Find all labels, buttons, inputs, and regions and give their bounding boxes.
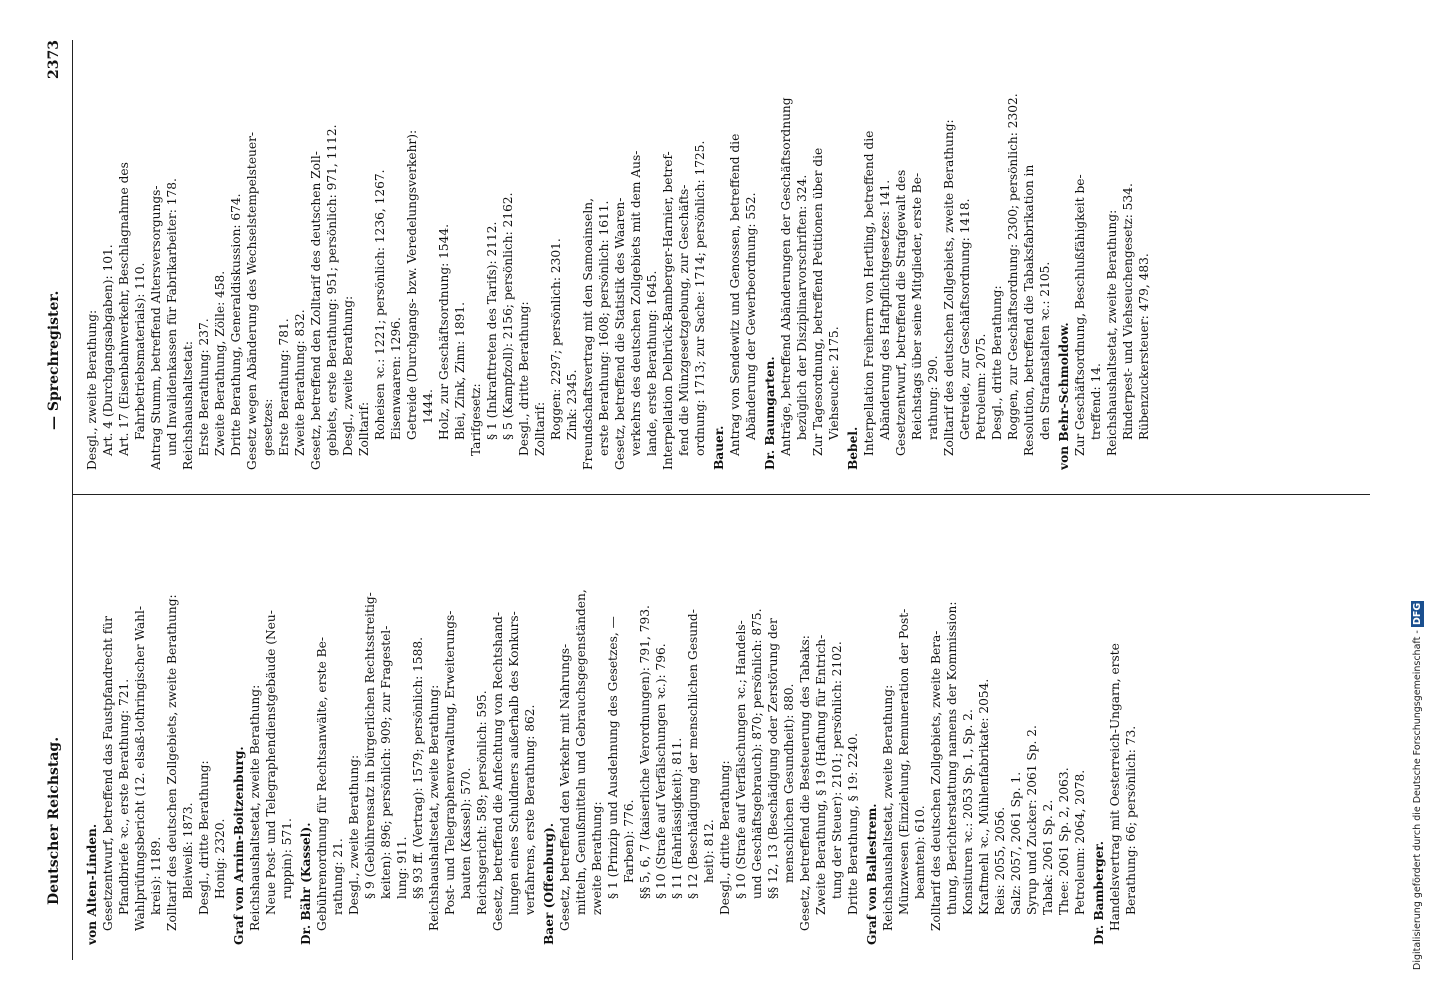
entry-line: Neue Post- und Telegraphendienstgebäude (Neu- (264, 610, 278, 915)
entry-line: Getreide, zur Geschäftsordnung: 1418. (958, 198, 972, 440)
entry-line: kreis): 1189. (149, 836, 163, 915)
entry-line: Desgl., dritte Berathung: (718, 760, 732, 915)
entry-line: Tarifgesetz: (469, 383, 483, 456)
index-entry (231, 505, 295, 945)
entry-line: lung: 911. (395, 836, 409, 899)
entry-line: Dritte Berathung, § 19: 2240. (846, 733, 860, 915)
entry-line: verkehrs des deutschen Zollgebiets mit dem Aus- (629, 150, 643, 456)
entry-line: Gesetz wegen Abänderung des Wechselstempelsteuer- (245, 131, 259, 470)
speaker-name: Dr. Bamberger. (1092, 841, 1106, 945)
entry-line: Honig: 2320. (213, 818, 227, 899)
entry-line: Reichshaushaltsetat, zweite Berathung: (427, 684, 441, 931)
index-entry (84, 505, 228, 945)
page-number: 2373 (46, 40, 62, 79)
entry-line: Reis: 2055, 2056. (993, 806, 1007, 915)
entry-line: Antrag von Sendewitz und Genossen, betreffend die (728, 133, 742, 456)
speaker-name: Graf von Arnim-Boitzenburg. (232, 746, 246, 945)
entry-line: Gesetzentwurf, betreffend die Strafgewalt des (894, 169, 908, 456)
entry-line: Zolltarif des deutschen Zollgebiets, zweite Bera- (929, 630, 943, 931)
entry-line: Antrag Stumm, betreffend Altersversorgungs- (149, 185, 163, 470)
entry-line: Reichshaushaltsetat: (181, 341, 195, 470)
entry-line: tung der Steuer): 2101; persönlich: 2102. (830, 641, 844, 899)
dfg-logo: DFG (1412, 603, 1423, 626)
entry-line: verfahrens, erste Berathung: 862. (523, 704, 537, 915)
entry-line: Getreide (Durchgangs- bzw. Veredelungsverkehr): (405, 129, 419, 440)
entry-line: Bleiweiß: 1873. (181, 802, 195, 899)
entry-line: Desgl., zweite Berathung: (347, 754, 361, 915)
entry-line: Konsituren ꝛc.: 2053 Sp. 1, Sp. 2. (961, 709, 975, 915)
entry-line: gesetzes: (261, 398, 275, 456)
entry-line: Desgl., dritte Berathung: (517, 301, 531, 456)
entry-line: Zur Geschäftsordnung, Beschlußfähigkeit be- (1073, 174, 1087, 456)
entry-line: § 11 (Fahrlässigkeit): 811. (670, 737, 684, 899)
entry-line: Zweite Berathung, Zölle: 458. (213, 270, 227, 456)
index-entry (298, 505, 538, 945)
entry-line: Fahrbetriebsmaterials): 110. (133, 262, 147, 440)
entry-line: bezüglich der Disziplinarvorschriften: 324. (795, 174, 809, 440)
entry-line: Gesetz, betreffend den Verkehr mit Nahrungs- (558, 643, 572, 931)
entry-line: Art. 17 (Eisenbahnverkehr, Beschlagnahme des (117, 162, 131, 456)
index-entry (84, 30, 708, 470)
entry-line: erste Berathung: 1608; persönlich: 1611. (597, 200, 611, 456)
entry-line: Resolution, betreffend die Tabaksfabrikation in (1022, 164, 1036, 456)
speaker-name: von Alten-Linden. (85, 823, 99, 945)
entry-line: Anträge, betreffend Abänderungen der Geschäftsordnung (779, 97, 793, 456)
entry-line: fend die Münzgesetzgebung, zur Geschäfts- (677, 184, 691, 456)
header-subtitle: — Sprechregister. (46, 290, 62, 430)
entry-line: § 5 (Kampfzoll): 2156; persönlich: 2162. (501, 192, 515, 440)
entry-line: bauten (Kassel): 570. (459, 767, 473, 899)
page-header (46, 40, 70, 960)
entry-line: Zweite Berathung, § 19 (Haftung für Entrich- (814, 634, 828, 915)
entry-line: Desgl., zweite Berathung: (85, 309, 99, 470)
entry-line: Desgl., dritte Berathung: (197, 760, 211, 915)
entry-line: lande, erste Berathung: 1645. (645, 270, 659, 456)
entry-line: § 12 (Beschädigung der menschlichen Gesund- (686, 609, 700, 899)
entry-line: ordnung: 1713; zur Sache: 1714; persönlich: 1725. (693, 140, 707, 456)
entry-line: Reichshaushaltsetat, zweite Berathung: (248, 684, 262, 931)
entry-line: Wahlprüfungsbericht (12. elsaß-lothringischer Wahl- (133, 605, 147, 931)
sidebar-credit (1412, 30, 1423, 970)
entry-line: Zink: 2345. (565, 369, 579, 440)
entry-line: Gesetz, betreffend den Zolltarif des deutschen Zoll- (309, 151, 323, 470)
entry-line: Viehseuche: 2175. (827, 326, 841, 440)
header-rule (72, 40, 73, 960)
entry-line: mitteln, Genußmitteln und Gebrauchsgegenständen, (574, 589, 588, 915)
entry-line: Zolltarif: (357, 401, 371, 456)
entry-line: Berathung: 66; persönlich: 73. (1124, 725, 1138, 915)
speaker-name: Bauer. (712, 425, 726, 470)
speaker-name: Graf von Ballestrem. (865, 803, 879, 945)
entry-line: Abänderung des Haftpflichtgesetzes: 141. (878, 179, 892, 440)
index-entry (711, 30, 759, 470)
index-entry (864, 505, 1088, 945)
entry-line: Freundschaftsvertrag mit den Samoainseln, (581, 197, 595, 470)
index-entry (845, 30, 1053, 470)
entry-line: rathung: 21. (331, 838, 345, 915)
entry-line: Gesetzentwurf, betreffend das Faustpfandrecht für (101, 616, 115, 931)
entry-line: § 9 (Gebührensatz in bürgerlichen Rechtsstreitig- (363, 592, 377, 899)
index-entry (541, 505, 861, 945)
entry-line: Roheisen ꝛc.: 1221; persönlich: 1236, 1267. (373, 169, 387, 440)
entry-line: und Invalidenkassen für Fabrikarbeiter: 178. (165, 178, 179, 456)
speaker-name: Dr. Baumgarten. (763, 356, 777, 470)
index-entry (762, 30, 842, 470)
entry-line: Zur Tagesordnung, betreffend Petitionen über die (811, 147, 825, 456)
entry-line: Reichsgericht: 589; persönlich: 595. (475, 690, 489, 915)
entry-line: thung, Berichterstattung namens der Kommission: (945, 601, 959, 915)
entry-line: Farben): 776. (622, 799, 636, 883)
entry-line: Post- und Telegraphenverwaltung, Erweiterungs- (443, 610, 457, 915)
entry-line: rathung: 290. (926, 355, 940, 440)
entry-line: Roggen: 2297; persönlich: 2301. (549, 238, 563, 440)
entry-line: Zolltarif: (533, 401, 547, 456)
speaker-name: Baer (Offenburg). (542, 823, 556, 945)
entry-line: Rübenzuckersteuer: 479, 483. (1137, 253, 1151, 440)
entry-line: Münzwesen (Einziehung, Remuneration der Post- (897, 608, 911, 915)
entry-line: Desgl., dritte Berathung: (990, 285, 1004, 440)
entry-line: Rinderpest- und Viehseuchengesetz: 534. (1121, 183, 1135, 440)
entry-line: Petroleum: 2064, 2078. (1073, 769, 1087, 915)
speaker-name: Bebel. (846, 426, 860, 470)
index-entry (1091, 505, 1139, 945)
entry-line: keiten): 896; persönlich: 909; zur Fragestel- (379, 625, 393, 899)
entry-line: Gesetz, betreffend die Besteuerung des Tabaks: (798, 635, 812, 931)
entry-line: Petroleum: 2075. (974, 333, 988, 440)
entry-line: Gebührenordnung für Rechtsanwälte, erste Be- (315, 637, 329, 931)
entry-line: Handelsvertrag mit Oesterreich-Ungarn, erste (1108, 643, 1122, 931)
entry-line: treffend: 14. (1089, 363, 1103, 440)
column-rule (72, 494, 1370, 495)
speaker-name: Dr. Bähr (Kassel). (299, 822, 313, 945)
entry-line: Reichshaushaltsetat, zweite Berathung: (1105, 209, 1119, 456)
entry-line: Pfandbriefe ꝛc., erste Berathung: 721. (117, 678, 131, 915)
entry-line: menschlichen Gesundheit): 880. (782, 683, 796, 883)
entry-line: Zolltarif des deutschen Zollgebiets, zweite Berathung: (165, 594, 179, 931)
entry-line: Thee: 2061 Sp. 2, 2063. (1057, 767, 1071, 915)
entry-line: Holz, zur Geschäftsordnung: 1544. (437, 224, 451, 440)
entry-line: Syrup und Zucker: 2061 Sp. 2. (1025, 725, 1039, 915)
entry-line: Interpellation Freiherrn von Hertling, betreffend die (862, 130, 876, 456)
entry-line: §§ 5, 6, 7 (kaiserliche Verordnungen): 791, 793. (638, 605, 652, 899)
entry-line: den Strafanstalten ꝛc.: 2105. (1038, 261, 1052, 440)
entry-line: Gesetz, betreffend die Statistik des Waaren- (613, 197, 627, 470)
entry-line: Desgl., zweite Berathung: (341, 295, 355, 456)
entry-line: §§ 93 ff. (Vertrag): 1579; persönlich: 1588. (411, 636, 425, 899)
entry-line: Tabak: 2061 Sp. 2. (1041, 799, 1055, 915)
speaker-name: von Behr-Schmoldow. (1057, 322, 1071, 470)
entry-line: und Geschäftsgebrauch): 870; persönlich: 875. (750, 608, 764, 899)
entry-line: ruppin): 571. (280, 818, 294, 899)
left-column (84, 505, 1142, 945)
index-entry (1056, 30, 1152, 470)
entry-line: beamten): 610. (913, 805, 927, 899)
entry-line: § 10 (Strafe auf Verfälschungen ꝛc.): 796. (654, 643, 668, 899)
entry-line: Roggen, zur Geschäftsordnung: 2300; persönlich: 2302. (1006, 93, 1020, 440)
entry-line: heit): 812. (702, 819, 716, 883)
credit-text: Digitalisierung gefördert durch die Deutsche Forschungsgemeinschaft - (1412, 627, 1423, 970)
entry-line: §§ 12, 13 (Beschädigung oder Zerstörung der (766, 618, 780, 899)
entry-line: Eisenwaaren: 1296. (389, 317, 403, 440)
entry-line: zweite Berathung: (590, 801, 604, 915)
entry-line: 1444. (421, 389, 435, 424)
entry-line: Erste Berathung: 237. (197, 318, 211, 456)
entry-line: Kraftmehl ꝛc., Mühlenfabrikate: 2054. (977, 678, 991, 915)
entry-line: Abänderung der Gewerbeordnung: 552. (744, 192, 758, 440)
entry-line: Zolltarif des deutschen Zollgebiets, zweite Berathung: (942, 119, 956, 456)
right-column (84, 30, 1155, 470)
entry-line: § 10 (Strafe auf Verfälschungen ꝛc.; Handels- (734, 620, 748, 899)
entry-line: Reichshaushaltsetat, zweite Berathung: (881, 684, 895, 931)
entry-line: Reichstags über seine Mitglieder, erste Be- (910, 172, 924, 440)
entry-line: Gesetz, betreffend die Anfechtung von Rechtshand- (491, 612, 505, 931)
entry-line: gebiets, erste Berathung: 951; persönlich: 971, 1112. (325, 124, 339, 456)
entry-line: § 1 (Inkrafttreten des Tarifs): 2112. (485, 221, 499, 440)
entry-line: Art. 4 (Durchgangsabgaben): 101. (101, 244, 115, 456)
entry-line: lungen eines Schuldners außerhalb des Konkurs- (507, 611, 521, 915)
header-title: Deutscher Reichstag. (46, 736, 62, 905)
entry-line: Erste Berathung: 781. (277, 318, 291, 456)
entry-line: Salz: 2057, 2061 Sp. 1. (1009, 771, 1023, 915)
entry-line: § 1 (Prinzip und Ausdehnung des Gesetzes, — (606, 616, 620, 899)
entry-line: Blei, Zink, Zinn: 1891. (453, 302, 467, 440)
entry-line: Interpellation Delbrück-Bamberger-Harnier, betref- (661, 151, 675, 470)
entry-line: Dritte Berathung, Generaldiskussion: 674. (229, 193, 243, 456)
entry-line: Zweite Berathung: 832. (293, 309, 307, 456)
